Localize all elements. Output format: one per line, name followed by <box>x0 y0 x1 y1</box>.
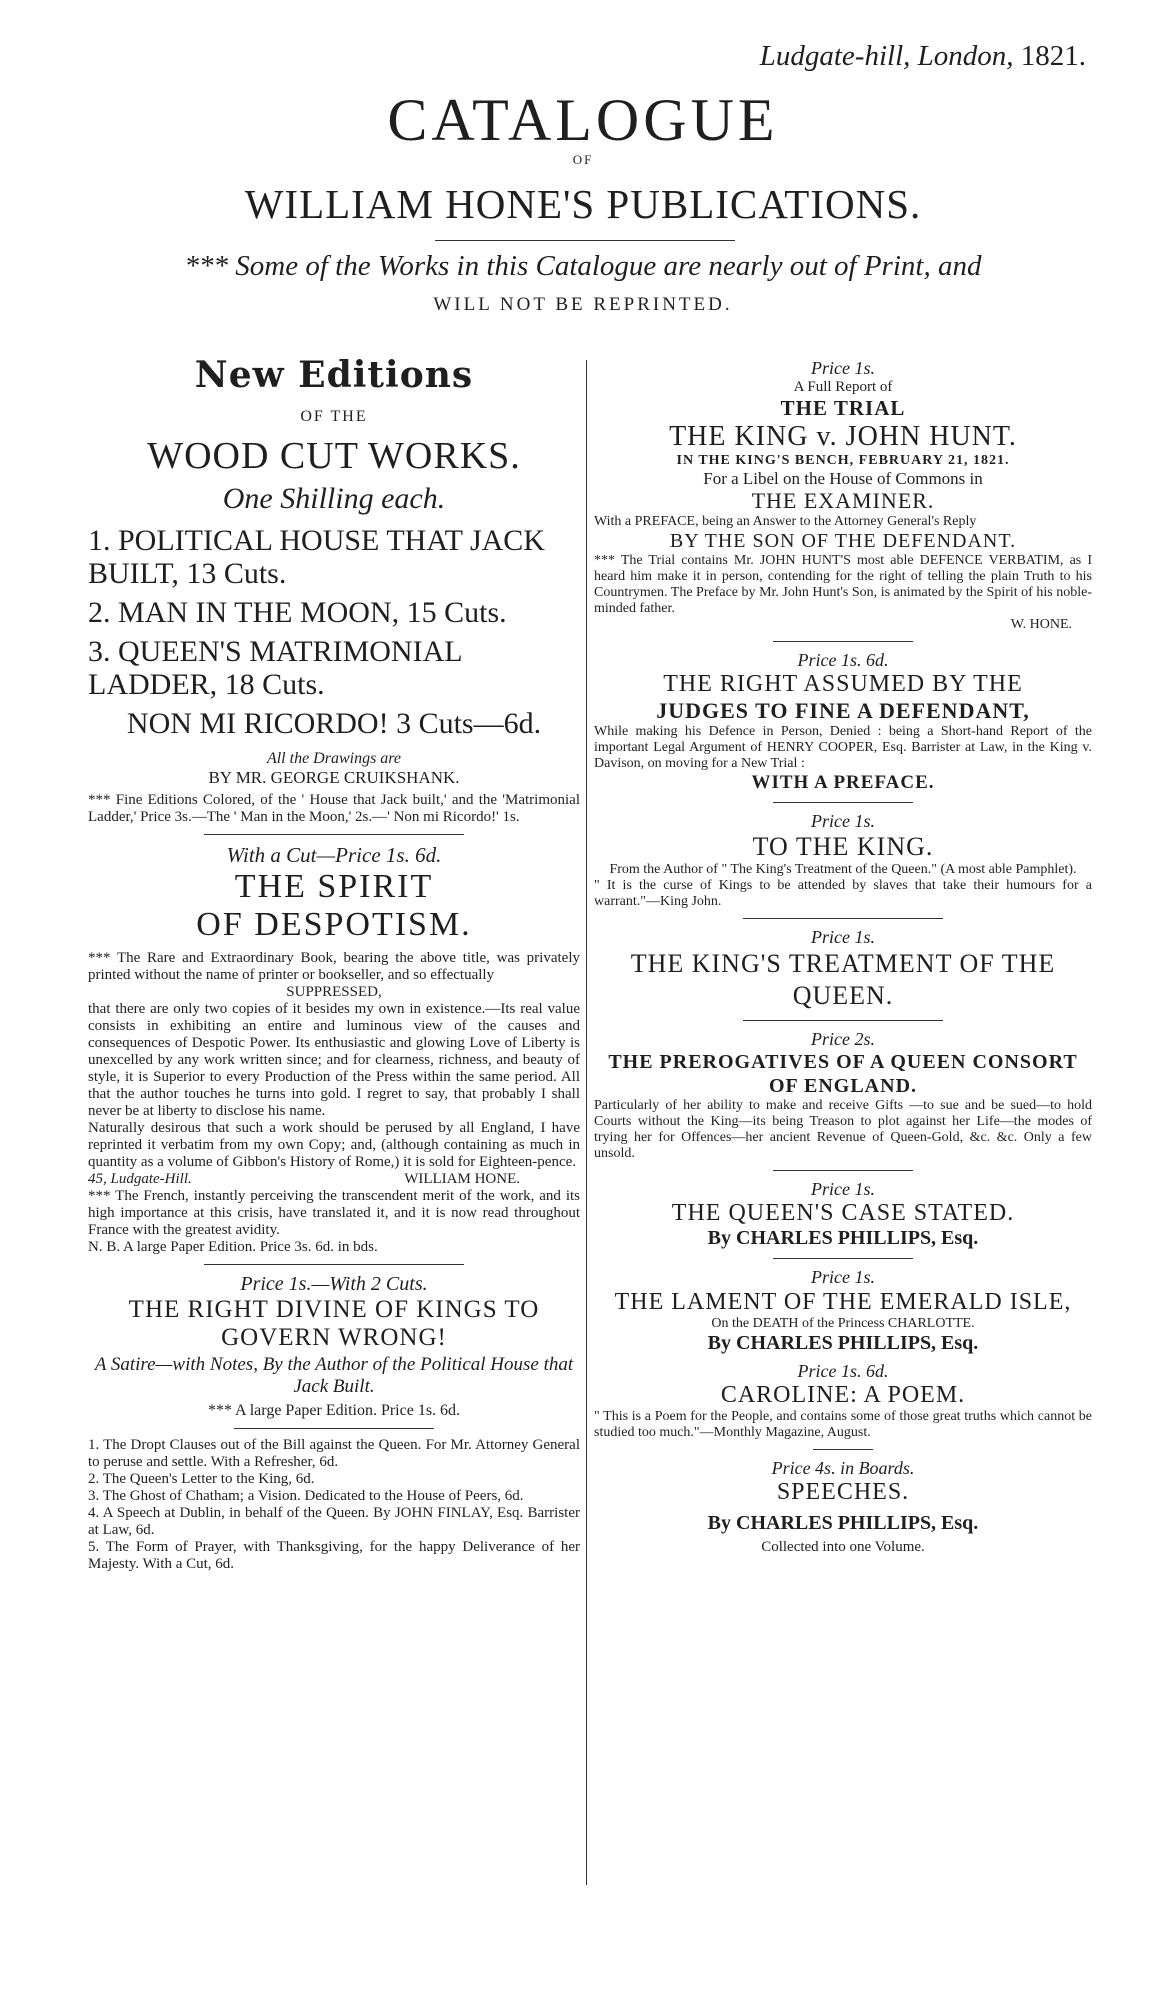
trial-case: THE KING v. JOHN HUNT. <box>669 421 1017 452</box>
king-quote: " It is the curse of Kings to be attended by slaves that take their humours for a warrant."—King John. <box>594 878 1092 909</box>
case-title: THE QUEEN'S CASE STATED. <box>671 1200 1015 1226</box>
small-item: 3. The Ghost of Chatham; a Vision. Dedicated to the House of Peers, 6d. <box>88 1488 524 1504</box>
small-item: 2. The Queen's Letter to the King, 6d. <box>88 1471 315 1487</box>
trial-note: *** The Trial contains Mr. JOHN HUNT'S most able DEFENCE VERBATIM, as I heard him make it in person, contending for the right of telling the plain Truth to his Countrymen. The Preface by Mr. John Hunt's Son, is animated by the Spirit of his noble-minded father. <box>594 553 1092 616</box>
small-item: 1. The Dropt Clauses out of the Bill against the Queen. For Mr. Attorney General to peruse and settle. With a Refresher, 6d. <box>88 1437 580 1470</box>
caroline-body: " This is a Poem for the People, and contains some of those great truths which cannot be studied too much."—Monthly Magazine, August. <box>594 1409 1092 1440</box>
cruikshank-line: BY MR. GEORGE CRUIKSHANK. <box>208 768 460 787</box>
caroline-title: CAROLINE: A POEM. <box>720 1382 966 1408</box>
divine-price: Price 1s.—With 2 Cuts. <box>240 1273 428 1295</box>
year: 1821. <box>1020 40 1086 72</box>
list-item: 2. MAN IN THE MOON, 15 Cuts. <box>88 596 507 629</box>
of-label: OF <box>572 152 594 167</box>
lament-on: On the DEATH of the Princess CHARLOTTE. <box>711 1316 975 1331</box>
list-item: 1. POLITICAL HOUSE THAT JACK BUILT, 13 Cuts. <box>88 524 545 590</box>
king-price: Price 1s. <box>811 811 875 831</box>
rule <box>234 1428 434 1429</box>
catalogue-title: CATALOGUE <box>387 87 779 153</box>
rule <box>773 641 913 642</box>
right-column <box>594 350 1092 1556</box>
header-rule <box>435 240 735 241</box>
caroline-price: Price 1s. 6d. <box>797 1361 889 1381</box>
despotism-para-1: *** The Rare and Extraordinary Book, bearing the above title, was privately printed without the name of printer or bookseller, and so effectually <box>88 950 580 983</box>
examiner-title: THE EXAMINER. <box>751 488 935 513</box>
divine-subtitle: A Satire—with Notes, By the Author of the Political House that Jack Built. <box>94 1354 574 1397</box>
speeches-price: Price 4s. in Boards. <box>771 1458 915 1478</box>
treatment-title: THE KING'S TREATMENT OF THE QUEEN. <box>630 949 1056 1010</box>
column-divider <box>586 360 587 1885</box>
case-price: Price 1s. <box>811 1179 875 1199</box>
one-shilling: One Shilling each. <box>222 482 446 515</box>
signature-place: 45, Ludgate-Hill. <box>88 1171 192 1187</box>
rule <box>773 1170 913 1171</box>
list-item: 3. QUEEN'S MATRIMONIAL LADDER, 18 Cuts. <box>88 635 462 701</box>
drawings-line: All the Drawings are <box>266 750 402 767</box>
suppressed: SUPPRESSED, <box>286 984 382 1000</box>
rule <box>743 1020 943 1021</box>
despotism-title: THE SPIRIT <box>234 868 434 905</box>
wood-cut-list <box>88 524 580 740</box>
print-note: *** Some of the Works in this Catalogue are nearly out of Print, and <box>184 250 982 282</box>
trial-libel: For a Libel on the House of Commons in <box>703 469 983 488</box>
small-item: 4. A Speech at Dublin, in behalf of the Queen. By JOHN FINLAY, Esq. Barrister at Law, 6d. <box>88 1505 580 1538</box>
rule <box>204 834 464 835</box>
list-item: NON MI RICORDO! 3 Cuts—6d. <box>126 707 542 740</box>
trial-price: Price 1s. <box>811 358 875 378</box>
despotism-para-2: that there are only two copies of it besides my own in existence.—Its real value consists in exhibiting an entire and luminous view of the causes and consequences of Despotic Power. Its enthusiastic and glowing Love of Liberty is unexcelled by any work written since; and for clearness, richness, and beauty of style, it is Superior to every Production of the Press within the same period. All that the author touches he turns into gold. I regret to say, that probably I shall never be at liberty to disclose his name. <box>88 1001 580 1119</box>
speeches-volume: Collected into one Volume. <box>761 1539 925 1555</box>
of-the: OF THE <box>300 408 368 425</box>
divine-large-paper: *** A large Paper Edition. Price 1s. 6d. <box>207 1402 461 1419</box>
lament-title: THE LAMENT OF THE EMERALD ISLE, <box>614 1289 1072 1315</box>
rule <box>773 1258 913 1259</box>
place: Ludgate-hill, London, <box>759 40 1014 72</box>
treatment-price: Price 1s. <box>811 927 875 947</box>
rule <box>743 918 943 919</box>
left-column <box>88 350 580 1573</box>
divine-title: THE RIGHT DIVINE OF KINGS TO GOVERN WRONG! <box>128 1296 540 1351</box>
print-note-2: WILL NOT BE REPRINTED. <box>433 294 733 315</box>
preface-line: With a PREFACE, being an Answer to the Attorney General's Reply <box>594 514 977 529</box>
speeches-by: By CHARLES PHILLIPS, Esq. <box>707 1512 979 1534</box>
new-editions-heading: New Editions <box>194 354 474 396</box>
signature <box>88 1171 580 1188</box>
large-paper-note: N. B. A large Paper Edition. Price 3s. 6d. in bds. <box>88 1239 378 1255</box>
judges-body: While making his Defence in Person, Denied : being a Short-hand Report of the important Legal Argument of HENRY COOPER, Esq. Barrister at Law, in the King v. Davison, on moving for a New Trial : <box>594 724 1092 771</box>
trial-date: IN THE KING'S BENCH, FEBRUARY 21, 1821. <box>676 453 1010 468</box>
lament-by: By CHARLES PHILLIPS, Esq. <box>707 1332 979 1354</box>
rule <box>773 802 913 803</box>
fine-editions: *** Fine Editions Colored, of the ' House that Jack built,' and the 'Matrimonial Ladder,' Price 3s.—The ' Man in the Moon,' 2s.—' Non mi Ricordo!' 1s. <box>88 792 580 825</box>
judges-title-1: THE RIGHT ASSUMED BY THE <box>663 671 1023 697</box>
judges-preface: WITH A PREFACE. <box>751 772 935 793</box>
lament-price: Price 1s. <box>811 1267 875 1287</box>
king-body: From the Author of " The King's Treatment of the Queen." (A most able Pamphlet). <box>609 862 1077 877</box>
despotism-title-2: OF DESPOTISM. <box>196 906 472 943</box>
speeches-title: SPEECHES. <box>776 1479 910 1505</box>
case-by: By CHARLES PHILLIPS, Esq. <box>707 1227 979 1249</box>
rule <box>204 1264 464 1265</box>
prerog-price: Price 2s. <box>811 1029 875 1049</box>
signature-name: WILLIAM HONE. <box>404 1171 520 1187</box>
judges-price: Price 1s. 6d. <box>797 650 889 670</box>
judges-title-2: JUDGES TO FINE A DEFENDANT, <box>656 698 1030 723</box>
trial-title: THE TRIAL <box>780 396 906 420</box>
trial-signature: W. HONE. <box>1010 617 1072 632</box>
place-date <box>760 40 1086 73</box>
trial-report: A Full Report of <box>793 379 893 395</box>
prerog-body: Particularly of her ability to make and receive Gifts —to sue and be sued—to hold Courts without the King—its being Treason to plot against her Life—the modes of trying her for Offences—her ancient Revenue of Queen-Gold, &c. &c. Only a few unsold. <box>594 1098 1092 1161</box>
king-title: TO THE KING. <box>752 832 934 861</box>
despotism-para-3: Naturally desirous that such a work should be perused by all England, I have reprinted it verbatim from my own Copy; and, (although containing as much in quantity as a volume of Gibbon's History of Rome,) it is sold for Eighteen-pence. <box>88 1120 580 1170</box>
rule <box>813 1449 873 1450</box>
wood-cut-heading: WOOD CUT WORKS. <box>147 435 521 477</box>
prerog-title: THE PREROGATIVES OF A QUEEN CONSORT OF ENGLAND. <box>608 1051 1078 1097</box>
french-note: *** The French, instantly perceiving the transcendent merit of the work, and its high importance at this crisis, have translated it, and it is now read throughout France with the greatest avidity. <box>88 1188 580 1238</box>
publisher-title: WILLIAM HONE'S PUBLICATIONS. <box>244 181 922 227</box>
son-line: BY THE SON OF THE DEFENDANT. <box>669 530 1017 552</box>
despotism-price: With a Cut—Price 1s. 6d. <box>226 843 442 867</box>
small-item: 5. The Form of Prayer, with Thanksgiving, for the happy Deliverance of her Majesty. With a Cut, 6d. <box>88 1539 580 1572</box>
